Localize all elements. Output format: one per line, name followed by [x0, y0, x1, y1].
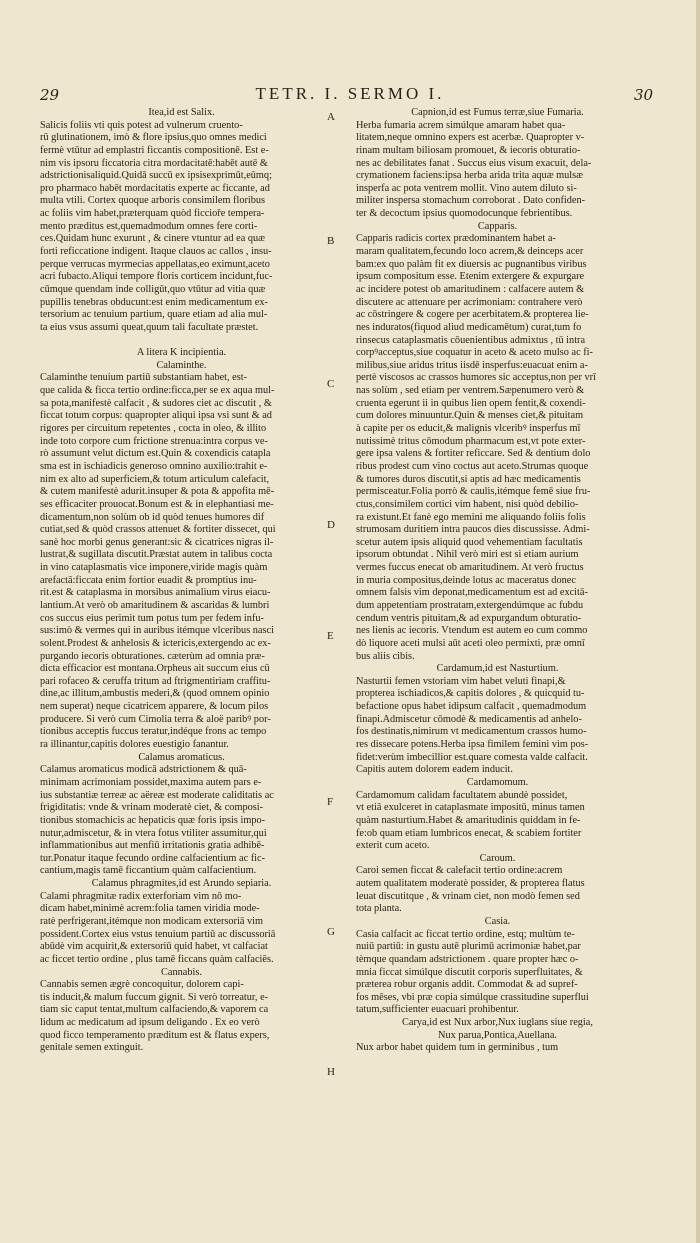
text-line: Herba fumaria acrem simúlque amaram habet qua- — [356, 119, 566, 131]
text-line: forti reficcatione indigent. Itaque clauos ac callos , insu- — [40, 246, 272, 258]
text-line: ius substantiæ terreæ ac aëreæ est moderate caliditatis ac — [40, 789, 274, 801]
text-line: Nasturtii femen vstoriam vim habet veluti finapi,& — [356, 675, 566, 687]
margin-letter: A — [327, 111, 335, 123]
text-line: ra existunt.Et fanè ego memini me aliquando foliis folis — [356, 511, 586, 523]
text-line: vermes fuccus enecat ob amaritudinem. At verò fructus — [356, 562, 584, 574]
text-line: fermè vtūtur ad emplastri ficcantis compositionē. Est e- — [40, 144, 269, 156]
running-head: TETR. I. SERMO I. — [255, 84, 445, 103]
text-line: ctus,consimilem cortici vim habent, nisi quòd debilio- — [356, 498, 579, 510]
text-line: nuiū partiū: in gustu autē plurimū acrimoniæ habet,par — [356, 941, 581, 953]
text-line: mento præditus est,quemadmodum omnes fere corti- — [40, 220, 258, 232]
margin-letter: C — [327, 378, 335, 390]
text-line: discutere ac attenuare per acrimoniam: contrahere verò — [356, 296, 583, 308]
text-line: Cardamomum calidam facultatem abundè possidet, — [356, 789, 568, 801]
text-line: tur.Ponatur itaque fecundo ordine calfacientium ac fic- — [40, 852, 266, 864]
section-heading: Calaminthe. — [156, 359, 207, 371]
text-line: dum appetentiam prostratam,extergendúmque ac fubdu — [356, 599, 584, 611]
folio-number-right: 30 — [634, 86, 654, 104]
text-line: & tumores duros discutit,si aptis ad hæc medicamentis — [356, 473, 581, 485]
margin-letter: H — [327, 1066, 335, 1078]
text-line: cūmque quendam inde colligūt,quo vtūtur ad vitia quæ — [40, 283, 266, 295]
text-line: cantium,magis tamē ficcantium quàm calfacientium. — [40, 865, 257, 877]
text-line: cos succus eius perimit tum potus tum per fedem infu- — [40, 612, 264, 624]
text-line: propterea ischiadicos,& capitis dolores , & quicquid tu- — [356, 688, 585, 700]
text-line: Casia calfacit ac ficcat tertio ordine, estq; multùm te- — [356, 928, 575, 940]
text-line: fidet:verùm imbecillior est.quare comesta valde calfacit. — [356, 751, 588, 763]
text-line: nes induratos(fiquod aliud medicamētum) curat,tum fo — [356, 321, 582, 333]
text-line: producere. Si verò cum Cimolia terra & aloë paribꝰ por- — [40, 713, 271, 725]
text-line: in vino cataplasmatis vice imponere,viride magis quàm — [40, 562, 268, 574]
text-line: rit.est & cataplasma in morsibus animalium virus eiacu- — [40, 587, 271, 599]
text-line: tionibus stomachicis ac hepaticis quæ foris ipsis impo- — [40, 814, 266, 826]
text-line: purgando iecoris obturationes. cæterùm ad omnia præ- — [40, 650, 265, 662]
section-heading: A litera K incipientia. — [136, 347, 227, 359]
text-line: inde toto corpore cum frictione strenua:intra corpus ve- — [40, 435, 268, 447]
text-line: rò assumunt velut dictum est.Quin & coxendicis catapla — [40, 448, 271, 460]
text-line: gere ipsa valens & fortiter reficcare. Sed & dentium dolo — [356, 448, 591, 460]
text-line: à capite per os educit,& malignis vlceribꝰ insperfus mī — [356, 423, 581, 435]
section-heading: Calamus aromaticus. — [138, 751, 225, 763]
text-line: cutiat,sed & quòd crassos attenuet & fortiter dissecet, qui — [40, 524, 276, 536]
section-heading: Cannabis. — [161, 966, 202, 978]
text-line: exterit cum aceto. — [356, 840, 430, 852]
text-line: ratè perfrigerant,itémque non modicam extersoriā vim — [40, 916, 264, 927]
text-line: frigiditatis: vnde & vrinam moderatè ciet, & composi- — [40, 802, 264, 814]
text-line: bus aliis cibis. — [356, 650, 415, 662]
text-line: sanè hoc morbi genus generant:sic & cicatrices nigras il- — [40, 536, 274, 548]
text-line: in muria compositus,deinde lotus ac maceratus donec — [356, 574, 576, 586]
text-line: tiam sic caput tentat,multum calfaciendo,& vaporem ca — [40, 1004, 269, 1016]
text-line: nas solùm , sed etiam per ventrem.Sæpenumero verò & — [356, 385, 585, 397]
text-line: omnem falsis vim deponat,medicamentum est ad excitā- — [356, 587, 588, 599]
text-line: pupillis tenebras obducunt:est enim medicamentum ex- — [40, 296, 268, 308]
text-line: lustrat,& sugillata discutit.Præstat autem in talibus cocta — [40, 549, 273, 561]
text-line: rinsecus cataplasmatis cōuenientibus admixtus , tū intra — [356, 334, 586, 346]
text-line: Nux arbor habet quidem tum in germinibus , tum — [356, 1042, 559, 1054]
text-line: vt etiā exulceret in cataplasmate impositū, minus tamen — [356, 802, 585, 814]
text-line: lantium.At verò ob amaritudinem & ascaridas & lumbri — [40, 599, 270, 611]
text-line: strumosam duritiem intra paucos dies discussisse. Admi- — [356, 524, 590, 536]
text-line: pari rofaceo & ceruffa tritum ad ftrigmentiriam craffitu- — [40, 675, 271, 687]
text-line: & cutem manifestè adurit.insuper & pota & appofita mē- — [40, 486, 275, 498]
text-line: adstrictionisaliquid.Quidā succū ex ipsisexprimūt,eūmq; — [40, 170, 272, 182]
text-line: tis inducit,& malum fuccum gignit. Si verò torreatur, e- — [40, 991, 269, 1003]
text-line: minimam acrimoniam possidet,maxima autem pars e- — [40, 776, 262, 788]
text-line: inflammationibus aut menfiū irritationis gratia adhibē- — [40, 840, 265, 852]
text-line: nim vis ipsoru ficcatoria citra mordacitatē:habēt autē & — [40, 157, 268, 169]
text-line — [40, 335, 323, 348]
text-line: Caroi semen ficcat & calefacit tertio ordine:acrem — [356, 865, 563, 877]
text-line: insperfa ac pota ventrem mollit. Vino autem diluto si- — [356, 182, 577, 194]
section-heading: Itea,id est Salix. — [148, 107, 215, 118]
text-line: cendum ventris pituitam,& ad expurgandum obturatio- — [356, 612, 582, 624]
text-line: tatum,sufficienter euacuari prohibentur. — [356, 1004, 519, 1016]
text-line: tota planta. — [356, 903, 402, 915]
text-line: abūdè vim acquirit,& extersoriū quid habet, vt calfaciat — [40, 941, 268, 953]
text-line: sma est in ischiadicis generoso omnino auxilio:trahit e- — [40, 460, 268, 472]
text-line: scetur autem ipsis aliquid quod vehementiam facultatis — [356, 536, 583, 548]
text-line: litatem,neque omnino expers est acerbæ. Quapropter v- — [356, 132, 585, 144]
text-line: corpꝰacceptus,siue coquatur in aceto & aceto mulso ac fi- — [356, 347, 593, 359]
text-line: dicamentum,non solùm ob id quòd tenues humores dif — [40, 511, 265, 523]
text-line: crymationem faciens:ipsa herba arida trita aquæ mulsæ — [356, 170, 584, 182]
section-heading: Nux parua,Pontica,Auellana. — [438, 1029, 557, 1041]
text-line: ac cōstringere & cogere per acerbitatem.& propterea lie- — [356, 309, 589, 321]
text-line: præterea robur organis addit. Commodat & ad supref- — [356, 979, 578, 991]
text-line: nem superat) neque cicatricem apparere, & locum pilos — [40, 701, 269, 713]
text-line: quod ficco temperamento præditum est & flatus expers, — [40, 1029, 270, 1041]
text-line: ac foliis vim habet,præterquam quòd ficcioře tempera- — [40, 208, 265, 220]
section-heading: Casia. — [484, 916, 511, 927]
margin-letter: D — [327, 519, 335, 531]
text-line: dicta efficacior est montana.Orpheus ait succum eius cū — [40, 663, 270, 675]
text-line: ipsorum obtundat . Nihil verò miri est si etiam aurium — [356, 549, 579, 561]
text-line: ra illinantur,capitis dolores euestigio fanantur. — [40, 739, 229, 751]
text-line: lidum ac medicatum ad ipsum deligando . Ex eo verò — [40, 1017, 260, 1029]
text-line: permisceatur.Folia porrò & caulis,itémque femē siue fru- — [356, 486, 591, 498]
text-line: leuat discutitque , & vrinam ciet, non modò femen sed — [356, 890, 580, 902]
section-heading: Cardamomum. — [466, 776, 529, 788]
text-line: milibus,siue aridus tritus iisdē insperfus:euacuat enim a- — [356, 359, 588, 371]
text-line: militer inspersa stomachum corroborat . Dato confiden- — [356, 195, 586, 207]
text-line: rū glutinationem, imò & flore ipsius,quo omnes medici — [40, 132, 267, 144]
text-line: Capitis autem dolorem eadem inducit. — [356, 764, 513, 776]
text-line: quàm nasturtium.Habet & amaritudinis quiddam in fe- — [356, 814, 581, 826]
text-line: Salicis foliis vti quis potest ad vulnerum cruento- — [40, 119, 243, 131]
section-heading: Cardamum,id est Nasturtium. — [436, 663, 559, 675]
margin-letter: E — [327, 630, 334, 642]
text-line: tionibus acceptis fuccus teratur,indéque frons ac tempo — [40, 726, 267, 738]
text-line: genitale semen extinguit. — [40, 1042, 144, 1054]
text-line: tèmque quandam adstrictionem . quare propter hæc o- — [356, 953, 579, 965]
text-line: rinam multam biliosam promouet, & iecoris obturatio- — [356, 144, 581, 156]
text-line: dine,ac illitum,ambustis mederi,& (quod omnem opinio — [40, 688, 270, 700]
text-line: sa pota,manifestè calfacit , & sudores ciet ac discutit , & — [40, 397, 272, 409]
text-line: fos mēses, vbi præ copia simúlque crassitudine superflui — [356, 991, 589, 1003]
text-line: multa vtili. Cortex quoque arboris consimilem floribus — [40, 195, 266, 207]
text-line: nutissimè tritus cōmodum pharmacum est,vt pote exter- — [356, 435, 586, 447]
text-line: nes lienis ac iecoris. Vtendum est autem eo cum commo — [356, 625, 588, 637]
text-line: cruenta egerunt ii in quibus lien opem fentit,& coxendi- — [356, 397, 586, 409]
text-line: ces.Quidam hunc exurunt , & cinere vtuntur ad ea quæ — [40, 233, 266, 245]
text-line: ipsum compositum esse. Etenim extergere & expurgare — [356, 271, 585, 283]
text-line: befactione opus habet idipsum calfacit , quemadmodum — [356, 701, 587, 713]
text-line: perque verrucas myrmecias appellatas,eo eximunt,aceto — [40, 258, 270, 270]
right-text-column — [356, 107, 639, 1055]
text-line: ficcat totum corpus: quapropter aliqui ipsa vsi sunt & ad — [40, 410, 272, 422]
text-line: pro pharmaco habēt mordacitatis experte ac ficcante, ad — [40, 182, 270, 194]
text-line: rigores per circuitum repetentes , cocta in oleo, & illito — [40, 423, 267, 435]
left-text-column — [40, 107, 323, 1055]
text-line: ribus prodest cum vino coctus aut aceto.Strumas quoque — [356, 460, 589, 472]
text-line: maram qualitatem,fecundo loco acrem,& deinceps acer — [356, 246, 584, 258]
text-line: dicam habet,minimè acrem:folia tamen viridia mode- — [40, 903, 260, 915]
text-line: pertè viscosos ac crassos humores sic acceptus,non per vrī — [356, 372, 596, 384]
text-line: Calamus aromaticus modicā adstrictionem & quā- — [40, 764, 247, 776]
text-line: ac ficcet tertio ordine , plus tamē ficcans quàm calfaciēs. — [40, 953, 274, 965]
text-line: ac incidere potest ob amaritudinem : calfacere autem & — [356, 283, 585, 295]
text-line: sus:imò & vermes qui in auribus itémque vlceribus nasci — [40, 625, 274, 637]
text-line: cum dolores minuuntur.Quin & menses ciet,& pituitam — [356, 410, 584, 422]
text-line: ter & decoctum ipsius quomodocunque febrientibus. — [356, 208, 573, 220]
text-line: nes ac debilitates fanat . Succus eius visum exacuit, dela- — [356, 157, 592, 169]
text-line: nutur,admiscetur, & in vtera fotus vtiliter assumitur,qui — [40, 827, 267, 839]
text-line: possident.Cortex eius vstus tenuium partiū ac discussoriā — [40, 928, 276, 940]
text-line: Capparis radicis cortex prædominantem habet a- — [356, 233, 556, 245]
text-line: nim ex alto ad superficiem,& totum articulum calefacit, — [40, 473, 270, 485]
page-edge-shadow — [696, 0, 700, 1243]
section-heading: Capnion,id est Fumus terræ,siue Fumaria. — [411, 107, 584, 118]
text-line: Cannabis semen ægrè concoquitur, dolorem capi- — [40, 979, 244, 991]
section-heading: Calamus phragmites,id est Arundo sepiaria. — [91, 878, 272, 890]
text-line: fos destinatis,nimirum vt medicamentum crassos humo- — [356, 726, 587, 738]
margin-letter: G — [327, 926, 335, 938]
text-line: que calida & ficca tertio ordine:ficca,per se ex aqua mul- — [40, 385, 275, 397]
text-line: Calaminthe tenuium partiū substantiam habet, est- — [40, 372, 248, 384]
text-line: dò liquore aceti mulsi aūt aceti oleo permixti, præ omnī — [356, 637, 585, 649]
text-line: ta eius vsus assumi queat,quum tali facultate præstet. — [40, 321, 259, 333]
text-line: finapi.Admiscetur cōmodè & medicamentis ad anhelo- — [356, 713, 582, 725]
text-line: autem qualitatem moderatè possider, & propterea flatus — [356, 878, 585, 890]
margin-letter: F — [327, 796, 334, 808]
text-line: res dissecare potens.Herba ipsa fimilem femini vim pos- — [356, 739, 589, 751]
text-line: mnia ficcat simúlque discutit corporis superfluitates, & — [356, 966, 583, 978]
text-line: bam:ex quo palàm fit ex diuersis ac pugnantibus viribus — [356, 258, 587, 270]
text-line: arefactā:ficcata enim fortior euadit & promptius inu- — [40, 574, 257, 586]
section-heading: Caroum. — [479, 852, 516, 864]
text-line: acri fubacto.Aliqui tempore floris corticem incidunt,fuc- — [40, 271, 273, 283]
text-line: Calami phragmitæ radix exterforiam vim nō mo- — [40, 890, 242, 902]
text-line: tersorium ac tenuium partium, quare etiam ad alia mul- — [40, 309, 268, 321]
section-heading: Carya,id est Nux arbor,Nux iuglans siue regia, — [402, 1017, 593, 1029]
folio-number-left: 29 — [40, 86, 60, 104]
section-heading: Capparis. — [477, 220, 518, 232]
text-line: solent.Prodest & anhelosis & ictericis,extergendo ac ex- — [40, 637, 271, 649]
margin-letter: B — [327, 235, 335, 247]
text-line: fe:ob quam etiam lumbricos enecat, & scabiem fortiter — [356, 827, 582, 839]
text-line: ses efficaciter prouocat.Bonum est & in elephantiasi me- — [40, 498, 274, 510]
